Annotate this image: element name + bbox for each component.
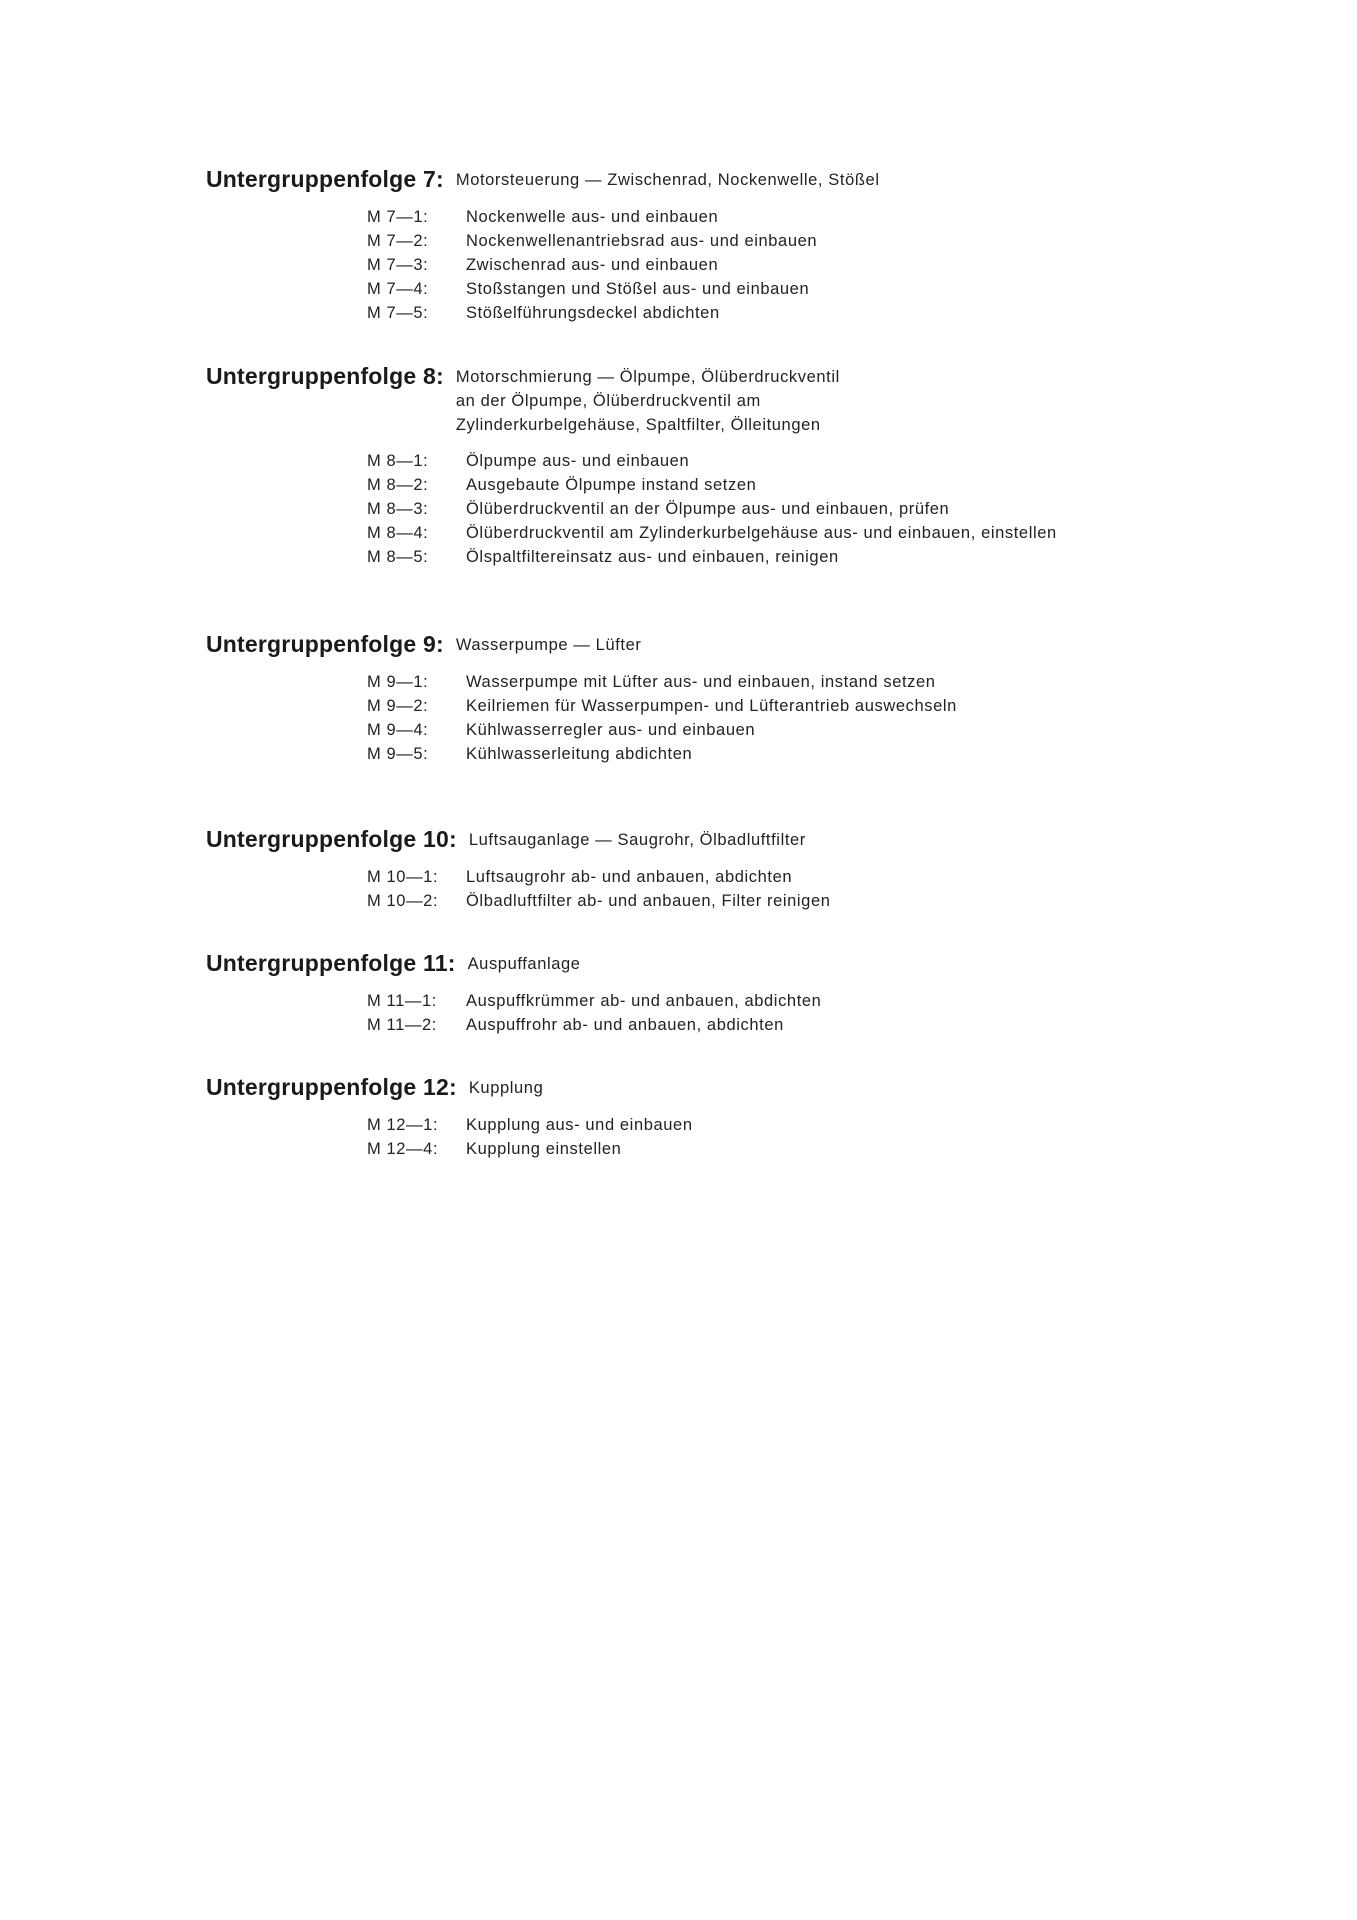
item-code: M 9—5: xyxy=(367,745,429,763)
item-text: Nockenwelle aus- und einbauen xyxy=(466,208,719,226)
list-item xyxy=(367,545,1206,569)
item-text: Ausgebaute Ölpumpe instand setzen xyxy=(466,476,757,494)
group-header xyxy=(206,1073,1206,1101)
list-item xyxy=(367,277,1206,301)
group-header xyxy=(206,949,1206,977)
list-item xyxy=(367,497,1206,521)
group-title: Untergruppenfolge 9: xyxy=(206,631,444,657)
list-item xyxy=(367,449,1206,473)
group-12 xyxy=(206,1073,1206,1161)
item-text: Kupplung aus- und einbauen xyxy=(466,1116,693,1134)
description-line: Auspuffanlage xyxy=(467,955,581,973)
item-text: Kühlwasserregler aus- und einbauen xyxy=(466,721,756,739)
list-item xyxy=(367,694,1206,718)
list-item xyxy=(367,889,1206,913)
item-code: M 7—1: xyxy=(367,208,429,226)
item-code: M 9—2: xyxy=(367,697,429,715)
item-text: Luftsaugrohr ab- und anbauen, abdichten xyxy=(466,868,793,886)
group-title: Untergruppenfolge 10: xyxy=(206,826,457,852)
list-item xyxy=(367,865,1206,889)
item-code: M 12—1: xyxy=(367,1116,439,1134)
group-10 xyxy=(206,825,1206,913)
item-code: M 9—4: xyxy=(367,721,429,739)
list-item xyxy=(367,301,1206,325)
description-line: Motorschmierung — Ölpumpe, Ölüberdruckventil xyxy=(455,368,840,386)
item-text: Kühlwasserleitung abdichten xyxy=(466,745,693,763)
item-code: M 7—2: xyxy=(367,232,429,250)
item-text: Ölüberdruckventil an der Ölpumpe aus- und einbauen, prüfen xyxy=(466,500,950,518)
item-code: M 8—1: xyxy=(367,452,429,470)
group-8 xyxy=(206,362,1206,569)
item-code: M 11—1: xyxy=(367,992,437,1010)
list-item xyxy=(367,718,1206,742)
item-text: Ölbadluftfilter ab- und anbauen, Filter reinigen xyxy=(466,892,831,910)
item-code: M 7—4: xyxy=(367,280,429,298)
item-text: Keilriemen für Wasserpumpen- und Lüfterantrieb auswechseln xyxy=(466,697,957,715)
item-code: M 7—5: xyxy=(367,304,429,322)
list-item xyxy=(367,473,1206,497)
group-description xyxy=(469,825,806,852)
list-item xyxy=(367,253,1206,277)
group-description xyxy=(456,630,642,657)
item-code: M 12—4: xyxy=(367,1140,439,1158)
item-list xyxy=(367,205,1206,325)
list-item xyxy=(367,1113,1206,1137)
list-item xyxy=(367,670,1206,694)
item-code: M 10—2: xyxy=(367,892,439,910)
group-description xyxy=(456,362,840,437)
group-title: Untergruppenfolge 11: xyxy=(206,950,456,976)
item-code: M 8—4: xyxy=(367,524,429,542)
list-item xyxy=(367,521,1206,545)
list-item xyxy=(367,989,1206,1013)
item-text: Wasserpumpe mit Lüfter aus- und einbauen, instand setzen xyxy=(466,673,936,691)
item-list xyxy=(367,670,1206,766)
item-text: Kupplung einstellen xyxy=(466,1140,622,1158)
item-text: Ölspaltfiltereinsatz aus- und einbauen, reinigen xyxy=(466,548,839,566)
item-text: Nockenwellenantriebsrad aus- und einbauen xyxy=(466,232,818,250)
item-list xyxy=(367,1113,1206,1161)
list-item xyxy=(367,1013,1206,1037)
group-header xyxy=(206,825,1206,853)
group-title: Untergruppenfolge 12: xyxy=(206,1074,457,1100)
item-text: Ölüberdruckventil am Zylinderkurbelgehäuse aus- und einbauen, einstellen xyxy=(466,524,1057,542)
group-header xyxy=(206,630,1206,658)
description-line: Motorsteuerung — Zwischenrad, Nockenwelle, Stößel xyxy=(455,171,880,189)
group-description xyxy=(469,1073,544,1100)
item-list xyxy=(367,989,1206,1037)
group-description xyxy=(468,949,581,976)
group-7 xyxy=(206,165,1206,325)
item-code: M 9—1: xyxy=(367,673,429,691)
item-code: M 7—3: xyxy=(367,256,429,274)
item-list xyxy=(367,449,1206,569)
item-text: Zwischenrad aus- und einbauen xyxy=(466,256,719,274)
group-11 xyxy=(206,949,1206,1037)
description-line: an der Ölpumpe, Ölüberdruckventil am xyxy=(455,392,761,410)
item-text: Stoßstangen und Stößel aus- und einbauen xyxy=(466,280,810,298)
item-list xyxy=(367,865,1206,913)
description-line: Kupplung xyxy=(468,1079,544,1097)
group-header xyxy=(206,362,1206,437)
list-item xyxy=(367,742,1206,766)
group-title: Untergruppenfolge 7: xyxy=(206,166,444,192)
item-code: M 8—2: xyxy=(367,476,429,494)
item-code: M 8—5: xyxy=(367,548,429,566)
description-line: Zylinderkurbelgehäuse, Spaltfilter, Ölleitungen xyxy=(455,416,821,434)
item-code: M 11—2: xyxy=(367,1016,437,1034)
group-9 xyxy=(206,630,1206,766)
description-line: Wasserpumpe — Lüfter xyxy=(455,636,642,654)
list-item xyxy=(367,205,1206,229)
list-item xyxy=(367,229,1206,253)
group-header xyxy=(206,165,1206,193)
group-description xyxy=(456,165,880,192)
item-text: Ölpumpe aus- und einbauen xyxy=(466,452,690,470)
item-text: Auspuffrohr ab- und anbauen, abdichten xyxy=(466,1016,784,1034)
item-text: Auspuffkrümmer ab- und anbauen, abdichten xyxy=(466,992,822,1010)
item-code: M 10—1: xyxy=(367,868,439,886)
list-item xyxy=(367,1137,1206,1161)
item-text: Stößelführungsdeckel abdichten xyxy=(466,304,720,322)
item-code: M 8—3: xyxy=(367,500,429,518)
group-title: Untergruppenfolge 8: xyxy=(206,363,444,389)
description-line: Luftsauganlage — Saugrohr, Ölbadluftfilter xyxy=(468,831,806,849)
